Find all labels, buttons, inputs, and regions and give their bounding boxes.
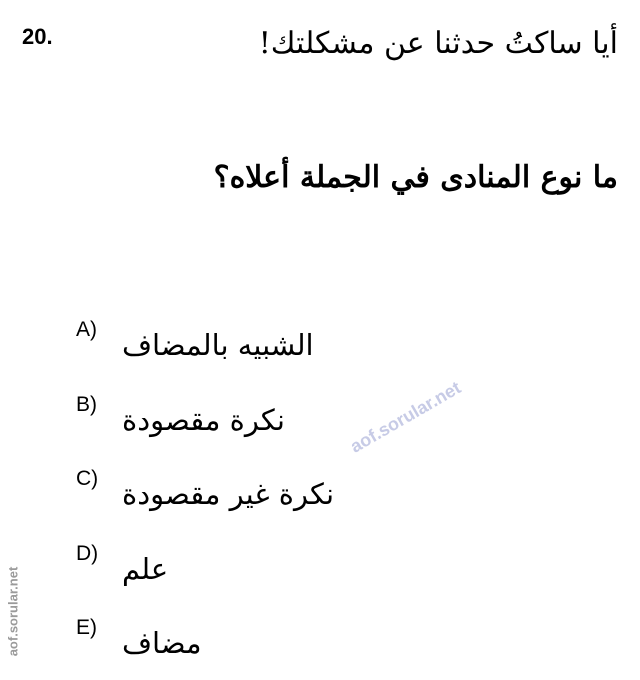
option-text: نكرة غير مقصودة: [122, 477, 335, 511]
question-number: 20.: [22, 24, 53, 49]
option-letter: A): [76, 318, 97, 341]
option-c[interactable]: [0, 467, 640, 527]
option-text: مضاف: [122, 626, 202, 660]
watermark-side: aof.sorular.net: [5, 566, 21, 657]
option-text: نكرة مقصودة: [122, 403, 285, 437]
option-letter: C): [76, 467, 99, 490]
question-sentence: أيا ساكتُ حدثنا عن مشكلتك!: [258, 26, 618, 61]
option-text: الشبيه بالمضاف: [122, 328, 314, 362]
option-letter: B): [76, 393, 97, 416]
option-e[interactable]: [0, 616, 640, 676]
option-letter: E): [76, 616, 97, 639]
question-prompt: ما نوع المنادى في الجملة أعلاه؟: [213, 160, 618, 195]
option-letter: D): [76, 542, 99, 565]
option-b[interactable]: [0, 393, 640, 453]
option-text: علم: [122, 552, 169, 586]
option-d[interactable]: [0, 542, 640, 602]
watermark-diagonal: aof.sorular.net: [346, 377, 465, 457]
option-a[interactable]: [0, 318, 640, 378]
